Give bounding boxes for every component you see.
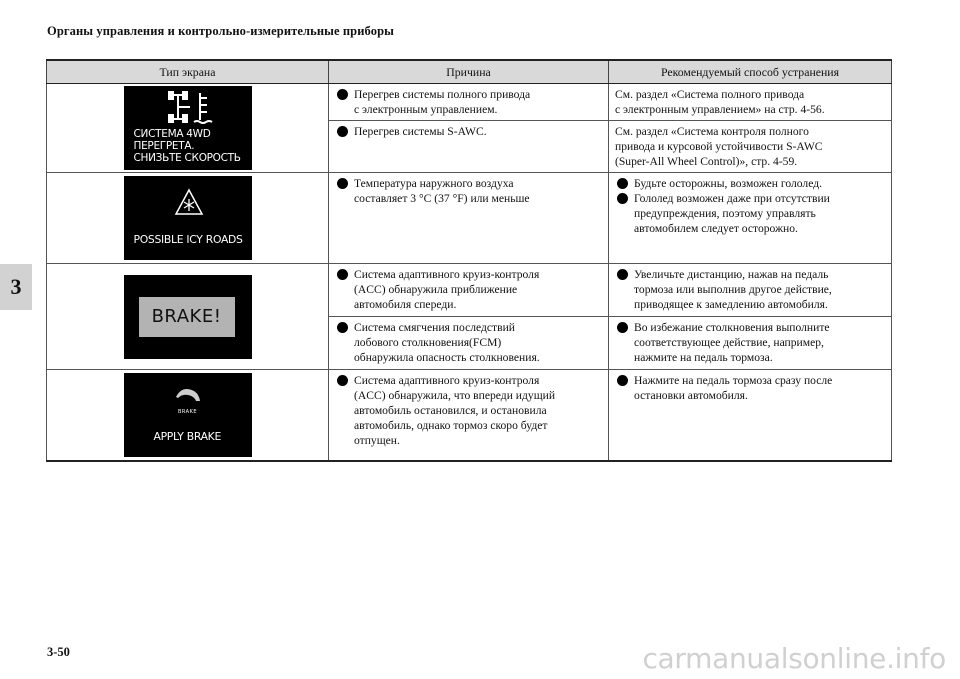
bullet-icon <box>337 269 348 280</box>
table-row <box>47 370 892 461</box>
remedy-cell <box>609 317 892 370</box>
text-line: Увеличьте дистанцию, нажав на педаль <box>634 268 829 281</box>
text-line: приводящее к замедлению автомобиля. <box>634 298 828 311</box>
bullet-icon <box>617 269 628 280</box>
text-line: автомобиля спереди. <box>354 298 457 311</box>
bullet-icon <box>337 322 348 333</box>
bullet-icon <box>617 178 628 189</box>
remedy-cell <box>609 173 892 264</box>
text-line: Во избежание столкновения выполните <box>634 321 830 334</box>
brake-pedal-icon <box>174 383 202 403</box>
screen-brake <box>124 275 252 359</box>
bullet-icon <box>617 193 628 204</box>
text-line: автомобиль остановился, и остановила <box>354 404 547 417</box>
watermark: carmanualsonline.info <box>642 642 946 675</box>
cause-cell <box>329 173 609 264</box>
remedy-cell <box>609 84 892 121</box>
text-line: См. раздел «Система контроля полного <box>615 125 809 138</box>
bullet-icon <box>337 178 348 189</box>
bullet-icon <box>617 322 628 333</box>
text-line: составляет 3 °C (37 °F) или меньше <box>354 192 530 205</box>
text-line: Перегрев системы полного привода <box>354 88 531 101</box>
screen-4wd-line-1: СИСТЕМА 4WD <box>133 128 211 140</box>
text-line: автомобиль, однако тормоз скоро будет <box>354 419 548 432</box>
table-header-row <box>47 60 892 84</box>
text-line: привода и курсовой устойчивости S-AWC <box>615 140 823 153</box>
screen-apply-brake <box>124 373 252 457</box>
chapter-number: 3 <box>10 274 22 299</box>
screen-apply-text: APPLY BRAKE <box>153 429 221 443</box>
text-line: Нажмите на педаль тормоза сразу после <box>634 374 833 387</box>
table-row <box>47 84 892 121</box>
screen-cell-brake <box>47 264 329 370</box>
snowflake-warning-icon <box>174 188 204 216</box>
text-line: (Super-All Wheel Control)», стр. 4-59. <box>615 155 798 168</box>
chapter-tab <box>0 264 32 310</box>
text-line: (ACC) обнаружила приближение <box>354 283 518 296</box>
remedy-cell <box>609 370 892 461</box>
text-line: обнаружила опасность столкновения. <box>354 351 540 364</box>
bullet-icon <box>337 375 348 386</box>
screen-icy-roads <box>124 176 252 260</box>
text-line: Гололед возможен даже при отсутствии <box>634 192 830 205</box>
text-line: Система адаптивного круиз-контроля <box>354 268 540 281</box>
text-line: соответствующее действие, например, <box>634 336 824 349</box>
text-line: тормоза или выполнив другое действие, <box>634 283 832 296</box>
bullet-icon <box>617 375 628 386</box>
page-number: 3-50 <box>47 645 70 659</box>
text-line: нажмите на педаль тормоза. <box>634 351 773 364</box>
text-line: Будьте осторожны, возможен гололед. <box>634 177 823 190</box>
screen-brake-text: BRAKE! <box>139 297 235 337</box>
remedy-cell <box>609 121 892 173</box>
text-line: Система адаптивного круиз-контроля <box>354 374 540 387</box>
table-row <box>47 264 892 317</box>
remedy-cell <box>609 264 892 317</box>
text-line: лобового столкновения(FCM) <box>354 336 502 349</box>
column-header-screen-type: Тип экрана <box>47 60 329 84</box>
text-line: предупреждения, поэтому управлять <box>634 207 816 220</box>
screen-4wd-overheat <box>124 86 252 170</box>
cause-cell <box>329 121 609 173</box>
cause-cell <box>329 370 609 461</box>
text-line: с электронным управлением» на стр. 4-56. <box>615 103 825 116</box>
column-header-remedy: Рекомендуемый способ устранения <box>609 60 892 84</box>
text-line: Система смягчения последствий <box>354 321 515 334</box>
text-line: остановки автомобиля. <box>634 389 748 402</box>
screen-icy-text: POSSIBLE ICY ROADS <box>133 233 243 246</box>
screen-apply-small-label: BRAKE <box>177 408 198 415</box>
bullet-icon <box>337 89 348 100</box>
cause-cell <box>329 264 609 317</box>
screen-cell-icy <box>47 173 329 264</box>
page-header-title: Органы управления и контрольно-измерительные приборы <box>47 24 394 38</box>
text-line: с электронным управлением. <box>354 103 498 116</box>
text-line: См. раздел «Система полного привода <box>615 88 805 101</box>
bullet-icon <box>337 126 348 137</box>
cause-cell <box>329 84 609 121</box>
screen-cell-4wd <box>47 84 329 173</box>
text-line: отпущен. <box>354 434 400 447</box>
drivetrain-icon <box>168 90 218 124</box>
column-header-cause: Причина <box>329 60 609 84</box>
text-line: Температура наружного воздуха <box>354 177 514 190</box>
cause-cell <box>329 317 609 370</box>
table-row <box>47 173 892 264</box>
text-line: (ACC) обнаружила, что впереди идущий <box>354 389 556 402</box>
text-line: Перегрев системы S-AWC. <box>354 125 487 138</box>
screen-cell-apply-brake <box>47 370 329 461</box>
text-line: автомобилем следует осторожно. <box>634 222 798 235</box>
screen-4wd-line-3: СНИЗЬТЕ СКОРОСТЬ <box>133 152 241 164</box>
warning-display-table <box>46 59 892 462</box>
screen-4wd-line-2: ПЕРЕГРЕТА. <box>133 140 195 152</box>
